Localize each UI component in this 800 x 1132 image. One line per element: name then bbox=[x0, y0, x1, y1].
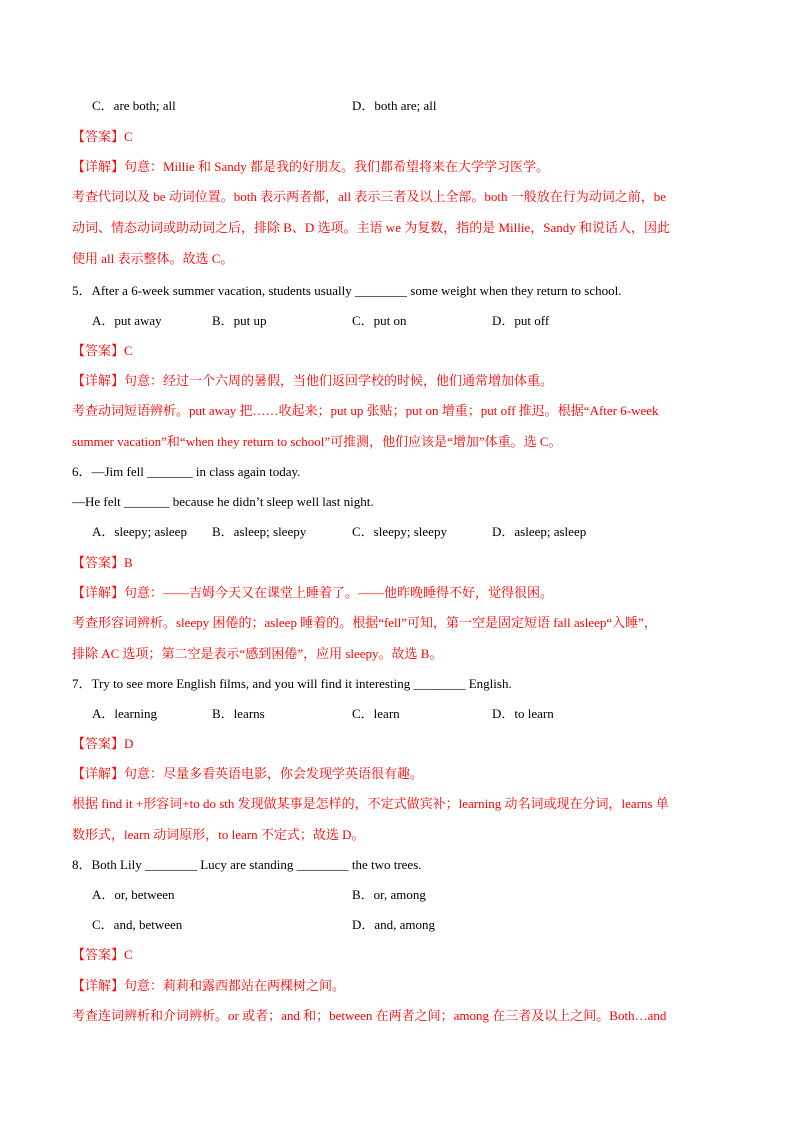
detail-line: 【详解】句意：——吉姆今天又在课堂上睡着了。——他昨晚睡得不好，觉得很困。 bbox=[72, 585, 554, 600]
detail-line: 【详解】句意：尽量多看英语电影，你会发现学英语很有趣。 bbox=[72, 766, 424, 781]
answer-label: 【答案】B bbox=[72, 555, 133, 570]
option-b: B．learns bbox=[212, 706, 265, 721]
option-b: B．asleep; sleepy bbox=[212, 524, 307, 539]
detail-line: 数形式，learn 动词原形，to learn 不定式；故选 D。 bbox=[72, 827, 365, 842]
option-a: A．put away bbox=[92, 313, 162, 328]
option-d: D．to learn bbox=[492, 706, 554, 721]
option-c: C．put on bbox=[352, 313, 407, 328]
option-b: B．put up bbox=[212, 313, 267, 328]
option-a: A．sleepy; asleep bbox=[92, 524, 187, 539]
detail-line: 【详解】句意：Millie 和 Sandy 都是我的好朋友。我们都希望将来在大学学习医学。 bbox=[72, 159, 550, 174]
option-d: D．both are; all bbox=[352, 98, 437, 113]
answer-label: 【答案】C bbox=[72, 129, 133, 144]
answer-label: 【答案】D bbox=[72, 736, 134, 751]
option-d: D．and, among bbox=[352, 917, 436, 932]
answer-label: 【答案】C bbox=[72, 947, 133, 962]
option-d: D．put off bbox=[492, 313, 550, 328]
detail-line: 根据 find it +形容词+to do sth 发现做某事是怎样的，不定式做宾补；learning 动名词或现在分词，learns 单 bbox=[72, 796, 669, 811]
answer-label: 【答案】C bbox=[72, 343, 133, 358]
detail-line: 排除 AC 选项；第二空是表示“感到困倦”，应用 sleepy。故选 B。 bbox=[72, 646, 443, 661]
detail-line: 【详解】句意：莉莉和露西都站在两棵树之间。 bbox=[72, 978, 346, 993]
option-b: B．or, among bbox=[352, 887, 426, 902]
option-c: C．are both; all bbox=[92, 98, 176, 113]
detail-line: 考查连词辨析和介词辨析。or 或者；and 和；between 在两者之间；among 在三者及以上之间。Both…and bbox=[72, 1008, 667, 1023]
detail-line: 考查代词以及 be 动词位置。both 表示两者都，all 表示三者及以上全部。both 一般放在行为动词之前，be bbox=[72, 189, 667, 204]
question-6-line-2: —He felt _______ because he didn’t sleep well last night. bbox=[72, 494, 374, 509]
question-5: 5．After a 6-week summer vacation, students usually ________ some weight when they return to school. bbox=[72, 283, 622, 298]
option-a: A．or, between bbox=[92, 887, 175, 902]
option-c: C．learn bbox=[352, 706, 400, 721]
detail-line: 使用 all 表示整体。故选 C。 bbox=[72, 251, 234, 266]
option-c: C．and, between bbox=[92, 917, 183, 932]
question-7: 7．Try to see more English films, and you will find it interesting ________ English. bbox=[72, 676, 512, 691]
detail-line: 动词、情态动词或助动词之后，排除 B、D 选项。主语 we 为复数，指的是 Millie，Sandy 和说话人，因此 bbox=[72, 220, 670, 235]
detail-line: 考查形容词辨析。sleepy 困倦的；asleep 睡着的。根据“fell”可知，第一空是固定短语 fall asleep“入睡”， bbox=[72, 615, 657, 630]
option-c: C．sleepy; sleepy bbox=[352, 524, 447, 539]
detail-line: 【详解】句意：经过一个六周的暑假，当他们返回学校的时候，他们通常增加体重。 bbox=[72, 373, 554, 388]
question-8: 8．Both Lily ________ Lucy are standing ________ the two trees. bbox=[72, 857, 422, 872]
detail-line: summer vacation”和“when they return to school”可推测，他们应该是“增加”体重。选 C。 bbox=[72, 434, 562, 449]
option-d: D．asleep; asleep bbox=[492, 524, 587, 539]
detail-line: 考查动词短语辨析。put away 把……收起来；put up 张贴；put on 增重；put off 推迟。根据“After 6-week bbox=[72, 403, 659, 418]
question-6: 6．—Jim fell _______ in class again today. bbox=[72, 464, 301, 479]
option-a: A．learning bbox=[92, 706, 157, 721]
